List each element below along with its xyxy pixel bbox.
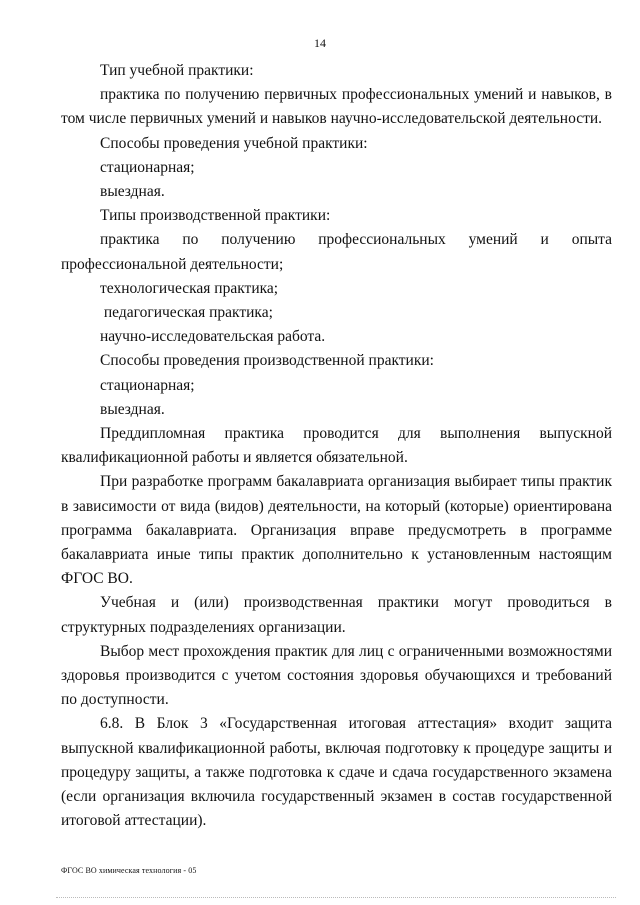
paragraph: педагогическая практика; (100, 304, 273, 322)
paragraph: Способы проведения учебной практики: (100, 134, 368, 152)
paragraph: Учебная и (или) производственная практики могут проводиться в структурных подразделениях организации. (61, 594, 612, 636)
footer-note: ФГОС ВО химическая технология - 05 (61, 866, 197, 875)
paragraph: стационарная; (100, 376, 195, 394)
paragraph: Выбор мест прохождения практик для лиц с ограниченными возможностями здоровья производится с учетом состояния здоровья обучающихся и требований по доступности. (61, 642, 612, 709)
paragraph: стационарная; (100, 158, 195, 176)
paragraph: Способы проведения производственной практики: (100, 352, 434, 370)
paragraph: 6.8. В Блок 3 «Государственная итоговая аттестация» входит защита выпускной квалификационной работы, включая подготовку к процедуре защиты и процедуру защиты, а также подготовка к сдаче и сдача государственного экзамена (если организация включила государственный экзамен в состав государственной итоговой аттестации). (61, 715, 612, 830)
paragraph: выездная. (100, 400, 165, 418)
paragraph: Тип учебной практики: (100, 62, 254, 79)
paragraph: Типы производственной практики: (100, 207, 331, 225)
paragraph: При разработке программ бакалавриата организация выбирает типы практик в зависимости от вида (видов) деятельности, на который (которые) ориентирована программа бакалавриата. Организация вправе предусмотреть в программе бакалавриата иные типы практик дополнительно к установленным настоящим ФГОС ВО. (61, 473, 612, 588)
document-body (61, 59, 612, 834)
paragraph: выездная. (100, 183, 165, 201)
paragraph: практика по получению первичных профессиональных умений и навыков, в том числе первичных умений и навыков научно-исследовательской деятельности. (61, 86, 612, 128)
page-number: 14 (314, 36, 326, 50)
paragraph: Преддипломная практика проводится для выполнения выпускной квалификационной работы и является обязательной. (61, 425, 612, 467)
paragraph: научно-исследовательская работа. (100, 328, 326, 346)
page-bottom-divider (56, 897, 616, 898)
paragraph: технологическая практика; (100, 279, 279, 297)
paragraph: практика по получению профессиональных умений и опыта профессиональной деятельности; (61, 231, 612, 273)
